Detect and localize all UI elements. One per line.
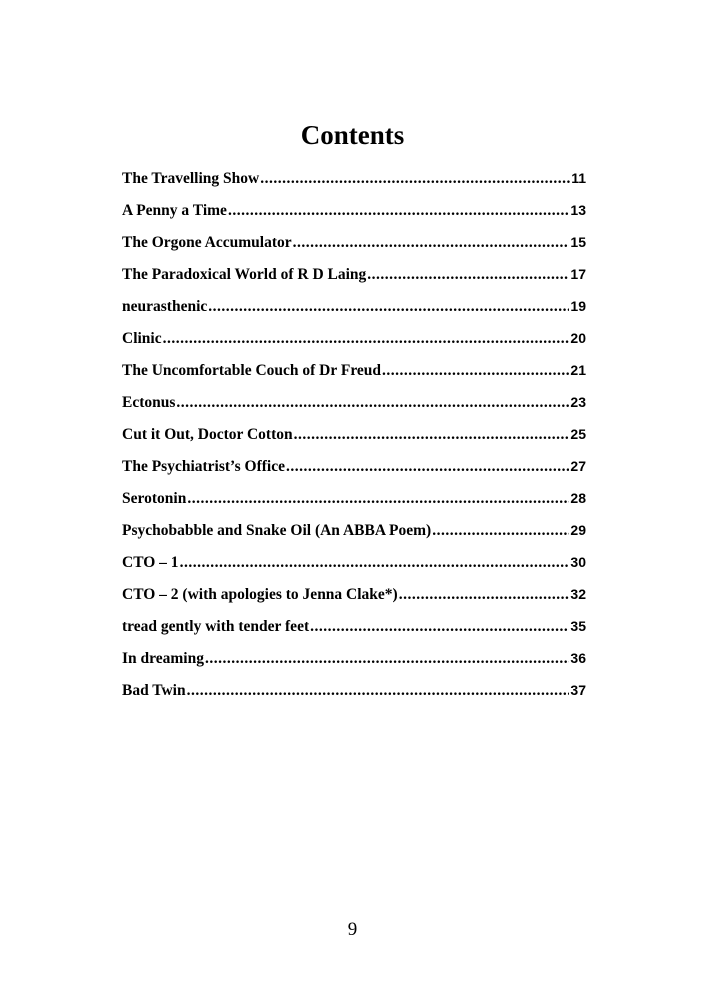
toc-entry: [122, 266, 586, 298]
toc-entry-page: 11: [571, 170, 586, 186]
toc-entry-title: Clinic: [122, 330, 162, 347]
toc-entry-title: tread gently with tender feet: [122, 618, 310, 635]
toc-entry-title: The Paradoxical World of R D Laing: [122, 266, 367, 283]
toc-entry: [122, 522, 586, 554]
toc-entry: [122, 650, 586, 682]
toc-entry-title: Bad Twin: [122, 682, 186, 699]
toc-entry-page: 15: [570, 234, 586, 250]
toc-dot-leader: [382, 362, 569, 380]
toc-dot-leader: [208, 298, 569, 316]
toc-entry-page: 32: [570, 586, 586, 602]
toc-entry-title: The Orgone Accumulator: [122, 234, 292, 251]
toc-entry-page: 25: [570, 426, 586, 442]
toc-entry-title: CTO – 2 (with apologies to Jenna Clake*): [122, 586, 398, 603]
toc-entry: [122, 426, 586, 458]
toc-dot-leader: [176, 394, 569, 412]
toc-entry-title: The Uncomfortable Couch of Dr Freud: [122, 362, 382, 379]
toc-entry: [122, 554, 586, 586]
toc-dot-leader: [293, 234, 570, 252]
toc-entry-page: 29: [570, 522, 586, 538]
toc-entry-title: A Penny a Time: [122, 202, 227, 219]
toc-entry: [122, 682, 586, 714]
toc-entry: [122, 490, 586, 522]
toc-entry: [122, 458, 586, 490]
toc-entry-title: CTO – 1: [122, 554, 179, 571]
toc-entry: [122, 618, 586, 650]
toc-entry-page: 23: [570, 394, 586, 410]
toc-dot-leader: [180, 554, 570, 572]
toc-entry-page: 30: [570, 554, 586, 570]
toc-entry-page: 20: [570, 330, 586, 346]
toc-entry: [122, 234, 586, 266]
toc-dot-leader: [187, 490, 569, 508]
toc-entry-page: 36: [570, 650, 586, 666]
toc-entry: [122, 170, 586, 202]
toc-entry-title: Ectonus: [122, 394, 176, 411]
toc-dot-leader: [432, 522, 569, 540]
toc-dot-leader: [260, 170, 570, 188]
toc-dot-leader: [286, 458, 569, 476]
toc-entry-title: The Psychiatrist’s Office: [122, 458, 285, 475]
toc-entry-page: 17: [570, 266, 586, 282]
toc-entry-title: Cut it Out, Doctor Cotton: [122, 426, 293, 443]
toc-dot-leader: [205, 650, 569, 668]
toc-entry-page: 21: [570, 362, 586, 378]
toc-dot-leader: [228, 202, 569, 220]
toc-dot-leader: [294, 426, 570, 444]
toc-entry-page: 35: [570, 618, 586, 634]
toc-entry-page: 27: [570, 458, 586, 474]
toc-dot-leader: [187, 682, 570, 700]
toc-entry-title: Serotonin: [122, 490, 187, 507]
toc-entry: [122, 362, 586, 394]
toc-dot-leader: [367, 266, 569, 284]
toc-entry-page: 19: [570, 298, 586, 314]
toc-dot-leader: [163, 330, 570, 348]
table-of-contents: [122, 170, 586, 714]
toc-entry-title: neurasthenic: [122, 298, 208, 315]
toc-entry: [122, 298, 586, 330]
toc-entry-title: In dreaming: [122, 650, 204, 667]
toc-entry-title: The Travelling Show: [122, 170, 260, 187]
toc-entry: [122, 394, 586, 426]
toc-entry: [122, 202, 586, 234]
toc-entry-title: Psychobabble and Snake Oil (An ABBA Poem): [122, 522, 432, 539]
toc-entry: [122, 586, 586, 618]
toc-entry-page: 37: [570, 682, 586, 698]
toc-entry-page: 28: [570, 490, 586, 506]
page-title: Contents: [300, 120, 405, 150]
toc-entry: [122, 330, 586, 362]
toc-dot-leader: [399, 586, 570, 604]
toc-dot-leader: [310, 618, 569, 636]
page-number: 9: [347, 919, 358, 940]
toc-entry-page: 13: [570, 202, 586, 218]
